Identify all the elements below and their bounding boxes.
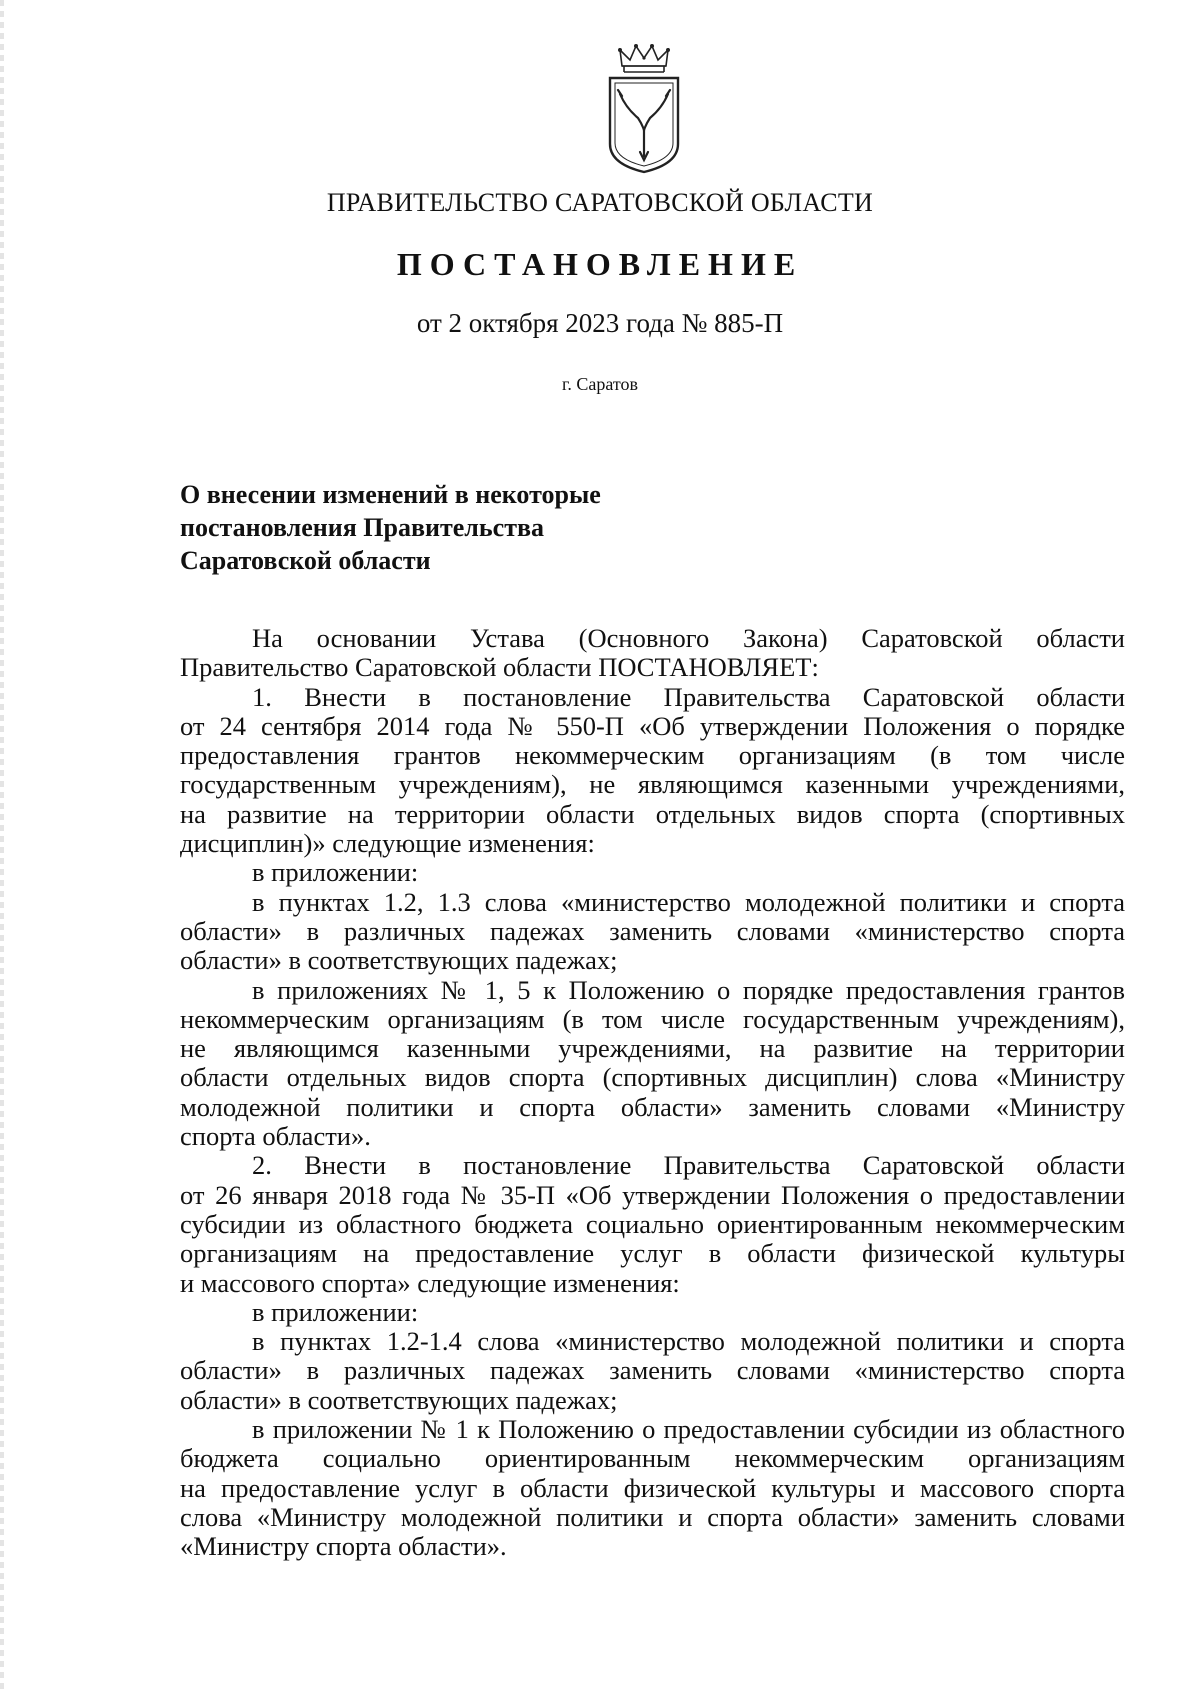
- body-text-line: в пунктах 1.2-1.4 слова «министерство молодежной политики и спорта: [252, 1326, 1125, 1357]
- body-text-line: государственным учреждениям), не являющимся казенными учреждениями,: [180, 769, 1125, 800]
- body-text-line: в приложении:: [252, 857, 419, 888]
- document-subject-title: [180, 478, 800, 577]
- body-text-line: На основании Устава (Основного Закона) Саратовской области: [252, 623, 1125, 653]
- body-text-line: области» в соответствующих падежах;: [180, 945, 618, 976]
- body-text-line: некоммерческим организациям (в том числе государственным учреждениям),: [180, 1003, 1125, 1034]
- body-text-line: 2. Внести в постановление Правительства Саратовской области: [252, 1150, 1125, 1181]
- title-line: О внесении изменений в некоторые: [180, 480, 601, 509]
- body-text-line: на развитие на территории области отдельных видов спорта (спортивных: [180, 798, 1125, 829]
- body-text-line: бюджета социально ориентированным некоммерческим организациям: [180, 1443, 1125, 1474]
- body-text-line: в приложении:: [252, 1296, 419, 1327]
- document-date-number: от 2 октября 2023 года № 885-П: [416, 308, 784, 338]
- body-text-line: дисциплин)» следующие изменения:: [180, 828, 595, 859]
- body-text-line: спорта области».: [180, 1121, 371, 1152]
- document-city: г. Саратов: [562, 374, 638, 394]
- body-text-line: области» в соответствующих падежах;: [180, 1384, 618, 1415]
- title-line: Саратовской области: [180, 546, 431, 575]
- body-text-line: области» в различных падежах заменить словами «министерство спорта: [180, 1355, 1125, 1386]
- body-text-line: Правительство Саратовской области ПОСТАНОВЛЯЕТ:: [180, 652, 819, 683]
- body-text-line: не являющимся казенными учреждениями, на развитие на территории: [180, 1033, 1125, 1064]
- body-text-line: и массового спорта» следующие изменения:: [180, 1267, 680, 1298]
- body-text-line: 1. Внести в постановление Правительства Саратовской области: [252, 681, 1125, 712]
- title-line: постановления Правительства: [180, 513, 544, 542]
- body-text-line: области» в различных падежах заменить словами «министерство спорта: [180, 915, 1125, 946]
- body-text-line: на предоставление услуг в области физической культуры и массового спорта: [180, 1472, 1125, 1503]
- document-body: [180, 624, 1125, 1562]
- body-text-line: в пунктах 1.2, 1.3 слова «министерство молодежной политики и спорта: [252, 886, 1125, 917]
- body-text-line: молодежной политики и спорта области» заменить словами «Министру: [180, 1091, 1125, 1122]
- body-text-line: в приложениях № 1, 5 к Положению о порядке предоставления грантов: [252, 974, 1125, 1005]
- body-text-line: субсидии из областного бюджета социально ориентированным некоммерческим: [180, 1208, 1125, 1239]
- coat-of-arms-icon: [604, 44, 684, 174]
- body-text-line: в приложении № 1 к Положению о предоставлении субсидии из областного: [252, 1414, 1125, 1445]
- body-text-line: от 24 сентября 2014 года № 550-П «Об утверждении Положения о порядке: [180, 710, 1125, 741]
- body-text-line: слова «Министру молодежной политики и спорта области» заменить словами: [180, 1501, 1125, 1532]
- body-text-line: от 26 января 2018 года № 35-П «Об утверждении Положения о предоставлении: [180, 1179, 1125, 1210]
- government-name: ПРАВИТЕЛЬСТВО САРАТОВСКОЙ ОБЛАСТИ: [326, 188, 874, 217]
- body-text-line: предоставления грантов некоммерческим организациям (в том числе: [180, 740, 1125, 771]
- document-type-title: ПОСТАНОВЛЕНИЕ: [396, 246, 804, 282]
- body-text-line: организациям на предоставление услуг в области физической культуры: [180, 1238, 1125, 1269]
- body-text-line: области отдельных видов спорта (спортивных дисциплин) слова «Министру: [180, 1062, 1125, 1093]
- body-text-line: «Министру спорта области».: [180, 1531, 507, 1562]
